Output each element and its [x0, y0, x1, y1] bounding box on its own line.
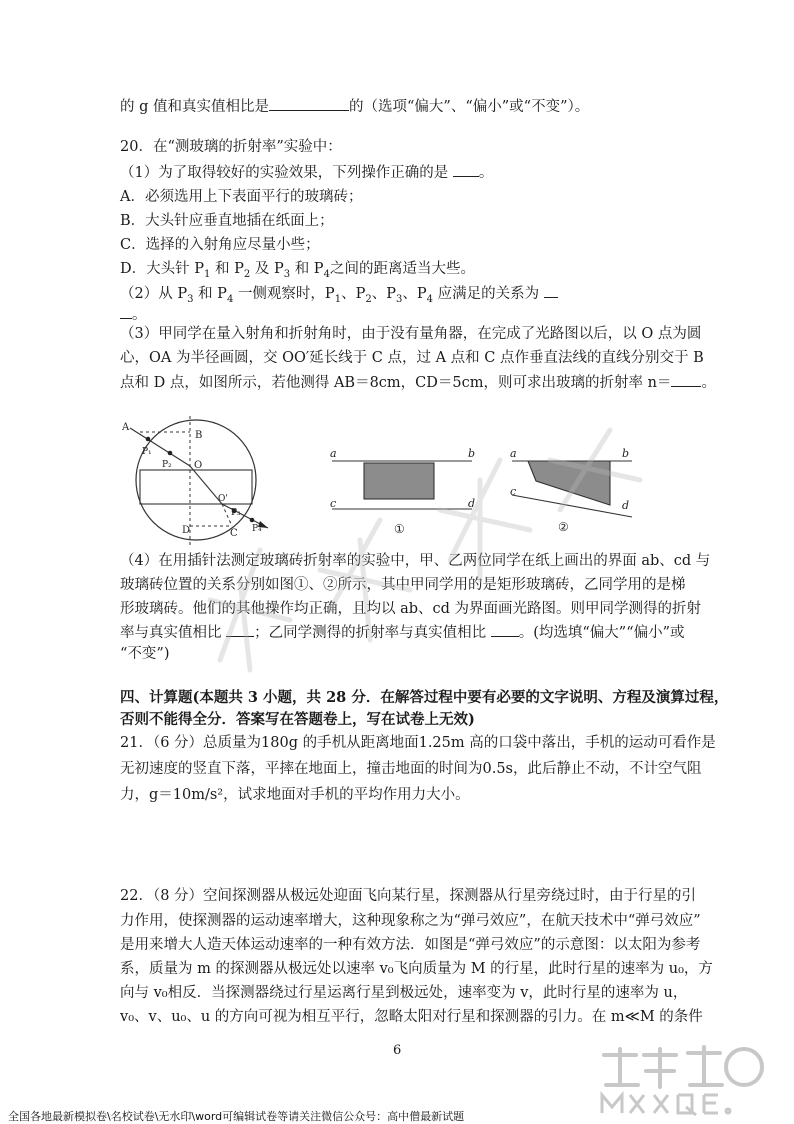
label-p2: P₂ [162, 460, 172, 470]
fig2-number: ② [558, 520, 569, 534]
p2-part: （2）从 P [120, 286, 188, 302]
fig2-label-a: a [510, 447, 517, 460]
fig2-label-b: b [622, 447, 630, 460]
q20-part1-end: 。 [478, 165, 494, 181]
q22-line6: v₀、v、u₀、u 的方向可视为相互平行，忽略太阳对行星和探测器的引力。在 m≪M 的条件 [120, 1009, 703, 1025]
fig1-number: ① [394, 522, 405, 535]
p2-part: 、P [371, 286, 396, 302]
page-number: 6 [393, 1043, 402, 1058]
optd-part: D．大头针 P [120, 261, 204, 277]
footer-text: 全国各地最新模拟卷\名校试卷\无水印\word可编辑试卷等请关注微信公众号：高中僧最新试题 [8, 1110, 465, 1123]
fig1-label-a: a [330, 447, 337, 460]
q20-part4-line1: （4）在用插针法测定玻璃砖折射率的实验中，甲、乙两位同学在纸上画出的界面 ab、cd 与 [120, 553, 711, 569]
q20-part3-line2: 心，OA 为半径画圆，交 OO′延长线于 C 点，过 A 点和 C 点作垂直法线的直线分别交于 B [120, 350, 704, 366]
optd-part: 和 P [294, 261, 324, 277]
fig1-label-d: d [468, 497, 476, 510]
q20-part2: （2）从 $P_3$ 和 $P_4$ 一侧观察时，$P_1$、$P_2$、$P_3$、$P_4$ 应满足的关系为 [120, 283, 558, 310]
q20-part4-line2: 玻璃砖位置的关系分别如图①、②所示，其中甲同学用的是矩形玻璃砖，乙同学用的是梯 [120, 577, 686, 593]
q20-part3-line1: （3）甲同学在量入射角和折射角时，由于没有量角器，在完成了光路图以后，以 O 点为圆 [120, 326, 702, 342]
figure-1-rect-glass [322, 445, 482, 535]
optd-part: 和 P [214, 261, 244, 277]
q20-part4-blank-b[interactable] [491, 622, 519, 637]
q20-title: 20．在“测玻璃的折射率”实验中： [120, 139, 342, 155]
q20-part2-end: 。 [132, 307, 147, 323]
q20-part3-end: 。 [701, 375, 716, 391]
q20-part2-blank-a[interactable] [544, 283, 558, 298]
fig1-label-c: c [330, 497, 337, 510]
q22-line2: 力作用，使探测器的运动速率增大，这种现象称之为“弹弓效应”，在航天技术中“弹弓效应” [120, 913, 701, 929]
p4-text-a: 率与真实值相比 [120, 625, 222, 641]
q20-option-a: A．必须选用上下表面平行的玻璃砖； [120, 189, 363, 205]
q20-part2-cont [120, 304, 147, 325]
optd-part: 及 P [254, 261, 284, 277]
q20-part1-blank[interactable] [453, 162, 479, 177]
q20-option-c: C．选择的入射角应尽量小些； [120, 237, 320, 253]
q21-line3: 力，g＝10m/s²，试求地面对手机的平均作用力大小。 [120, 787, 470, 803]
q20-part3-text: 点和 D 点，如图所示，若他测得 AB＝8cm，CD＝5cm，则可求出玻璃的折射率 n＝ [120, 375, 672, 391]
label-a-point: A [122, 422, 130, 433]
fig2-label-c: c [510, 485, 517, 498]
section4-heading-line1: 四、计算题(本题共 3 小题，共 28 分．在解答过程中要有必要的文字说明、方程及演算过程， [120, 689, 729, 706]
q20-part1-text: （1）为了取得较好的实验效果，下列操作正确的是 [120, 165, 449, 181]
q19-answer-blank[interactable] [269, 96, 349, 111]
figure-2-trapezoid-glass [506, 445, 646, 535]
p2-part: 一侧观察时，P [237, 286, 335, 302]
p2-part: 和 P [198, 286, 227, 302]
fig1-label-b: b [468, 447, 476, 460]
fig2-label-d: d [622, 499, 630, 512]
answer-circle-logo [596, 1045, 766, 1117]
q20-part4-line3: 形玻璃砖。他们的其他操作均正确，且均以 ab、cd 为界面画光路图。则甲同学测得的折射 [120, 601, 702, 617]
q22-line4: 系，质量为 m 的探测器从极远处以速率 v₀飞向质量为 M 的行星，此时行星的速率为 u₀，方 [120, 961, 713, 977]
p4-text-c: 。(均选填“偏大”“偏小”或 [518, 625, 685, 641]
refraction-circle-figure [118, 408, 278, 548]
label-p1: P₁ [142, 447, 152, 457]
label-b-point: B [195, 430, 203, 441]
p2-part: 、P [402, 286, 427, 302]
label-p3: P₃ [231, 508, 241, 518]
label-c-point: C [230, 528, 238, 539]
q20-part3-blank[interactable] [671, 372, 701, 387]
q22-line3: 是用来增大人造天体运动速率的一种有效方法．如图是“弹弓效应”的示意图：以太阳为参考 [120, 937, 701, 953]
q22-line1: 22．（8 分）空间探测器从极远处迎面飞向某行星，探测器从行星旁绕过时，由于行星的引 [120, 888, 697, 904]
p2-part: 、P [341, 286, 366, 302]
p2-part: 应满足的关系为 [437, 286, 540, 302]
q21-line1: 21．（6 分）总质量为180g 的手机从距离地面1.25m 高的口袋中落出，手机的运动可看作是 [120, 735, 716, 751]
q22-line5: 向与 v₀相反．当探测器绕过行星运离行星到极远处，速率变为 v，此时行星的速率为 u， [120, 985, 688, 1001]
p4-text-b: ；乙同学测得的折射率与真实值相比 [254, 625, 487, 641]
label-o: O [194, 460, 203, 471]
q19-tail-post: 的（选项“偏大”、“偏小”或“不变”）。 [349, 99, 590, 115]
q19-tail-line [120, 96, 589, 117]
label-o-prime: O' [218, 494, 228, 504]
q20-part4-blank-a[interactable] [226, 622, 254, 637]
label-d-point: D [182, 525, 191, 536]
section4-heading-line2: 否则不能得全分．答案写在答题卷上，写在试卷上无效) [120, 711, 475, 728]
q20-option-d: D．大头针 $P_1$ 和 $P_2$ 及 $P_3$ 和 $P_4$之间的距离适当大些。 [120, 261, 475, 280]
q20-part1 [120, 162, 493, 183]
optd-part: 之间的距离适当大些。 [329, 261, 475, 277]
label-p4: P₄ [252, 524, 262, 534]
q20-part3-line3 [120, 372, 716, 393]
q20-part2-blank-b[interactable] [120, 304, 132, 319]
q20-part4-line4 [120, 622, 685, 643]
q20-option-b: B．大头针应垂直地插在纸面上； [120, 213, 334, 229]
q21-line2: 无初速度的竖直下落，平摔在地面上，撞击地面的时间为0.5s，此后静止不动，不计空气阻 [120, 761, 702, 777]
q20-part4-line5: “不变”) [120, 646, 170, 662]
q19-tail-pre: 的 g 值和真实值相比是 [120, 99, 269, 115]
